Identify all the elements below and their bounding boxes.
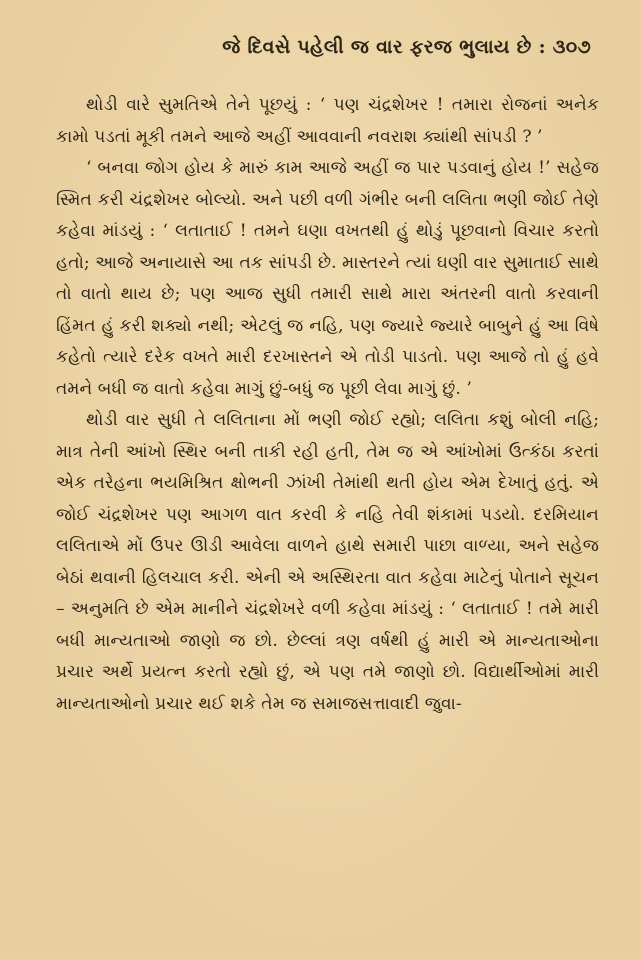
paragraph-1: થોડી વારે સુમતિએ તેને પૂછયું : ‘ પણ ચંદ્રશેખર ! તમારા રોજનાં અનેક કામો પડતાં મૂકી તમને આજે અહીં આવવાની નવરાશ ક્યાંથી સાંપડી ? ’ <box>56 95 599 147</box>
paragraph-2: ‘ બનવા જોગ હોય કે મારું કામ આજે અહીં જ પાર પડવાનું હોય !’ સહેજ સ્મિત કરી ચંદ્રશેખર બોલ્યો. અને પછી વળી ગંભીર બની લલિતા ભણી જોઈ તેણે કહેવા માંડયું : ‘ લતાતાઈ ! તમને ઘણા વખતથી હું થોડું પૂછવાનો વિચાર કરતો હતો; આજે અનાયાસે આ તક સાંપડી છે. માસ્તરને ત્યાં ઘણી વાર સુમાતાઈ સાથે તો વાતો થાય છે; પણ આજ સુધી તમારી સાથે મારા અંતરની વાતો કરવાની હિંમત હું કરી શક્યો નથી; એટલું જ નહિ, પણ જ્યારે જ્યારે બાબુને હું આ વિષે કહેતો ત્યારે દરેક વખતે મારી દરખાસ્તને એ તોડી પાડતો. પણ આજે તો હું હવે તમને બધી જ વાતો કહેવા માગું છું-બધું જ પૂછી લેવા માગું છું. ’ <box>56 158 599 399</box>
paragraph-3: થોડી વાર સુધી તે લલિતાના મોં ભણી જોઈ રહ્યો; લલિતા કશું બોલી નહિ; માત્ર તેની આંખો સ્થિર બની તાકી રહી હતી, તેમ જ એ આંખોમાં ઉત્કંઠા કરતાં એક તરેહના ભયમિશ્રિત ક્ષોભની ઝાંખી તેમાંથી થતી હોય એમ દેખાતું હતું. એ જોઈ ચંદ્રશેખર પણ આગળ વાત કરવી કે નહિ તેવી શંકામાં પડયો. દરમિયાન લલિતાએ મોં ઉપર ઊડી આવેલા વાળને હાથે સમારી પાછા વાળ્યા, અને સહેજ બેઠાં થવાની હિલચાલ કરી. એની એ અસ્થિરતા વાત કહેવા માટેનું પોતાને સૂચન – અનુમતિ છે એમ માનીને ચંદ્રશેખરે વળી કહેવા માંડયું : ‘ લતાતાઈ ! તમે મારી બધી માન્યતાઓ જાણો જ છો. છેલ્લાં ત્રણ વર્ષથી હું મારી એ માન્યતાઓના પ્રચાર અર્થે પ્રયત્ન કરતો રહ્યો છું, એ પણ તમે જાણો છો. વિદ્યાર્થીઓમાં મારી માન્યતાઓનો પ્રચાર થઈ શકે તેમ જ સમાજસત્તાવાદી જુવા- <box>56 410 599 714</box>
running-header: જે દિવસે પહેલી જ વાર ફરજ ભુલાય છે : ૩૦૭ <box>222 36 591 58</box>
